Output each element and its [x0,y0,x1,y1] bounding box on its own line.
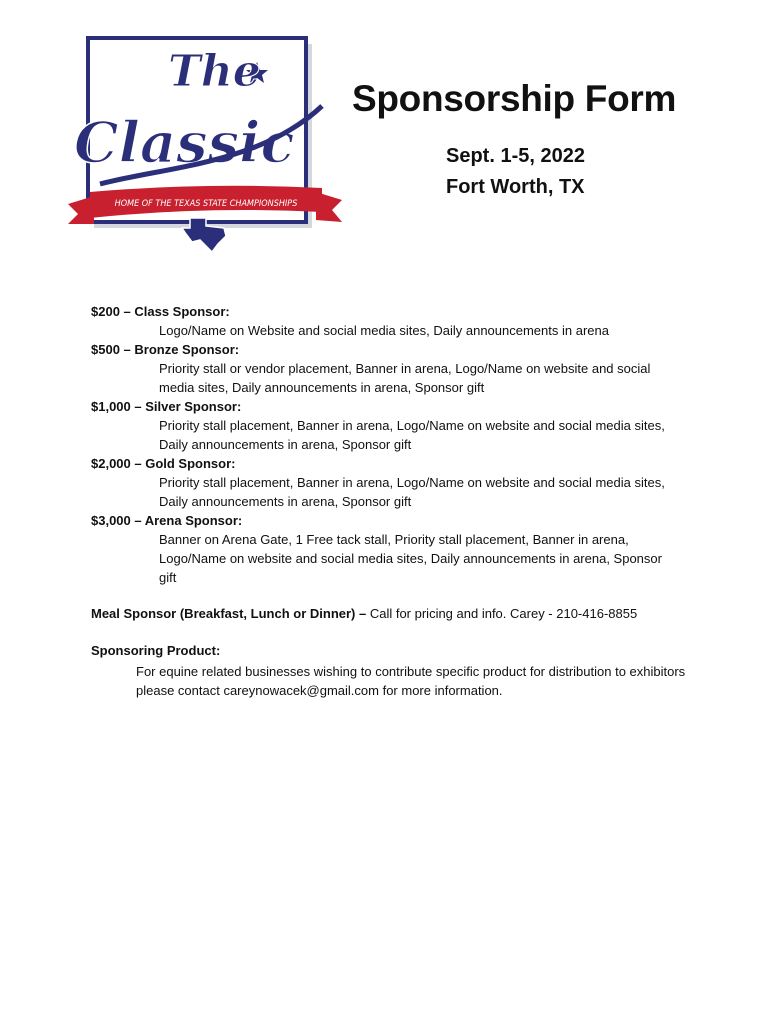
tier-heading: $3,000 – Arena Sponsor: [91,513,243,528]
tier-item [91,511,731,587]
page-title: Sponsorship Form [352,78,677,119]
logo-word-classic: Classic [74,110,295,176]
tier-item [91,302,731,340]
tier-description: Priority stall placement, Banner in arena, Logo/Name on website and social media sites, Daily announcements in arena, Sponsor gift [159,418,665,452]
event-location: Fort Worth, TX [446,176,585,198]
tier-item [91,340,731,397]
tier-heading: $2,000 – Gold Sponsor: [91,456,236,471]
event-date: Sept. 1-5, 2022 [446,145,585,167]
tier-description: Banner on Arena Gate, 1 Free tack stall, Priority stall placement, Banner in arena, Logo/Name on website and social media sites, Daily announcements in arena, Sponsor gift [159,532,662,585]
tier-heading: $200 – Class Sponsor: [91,304,230,319]
tier-item [91,397,731,454]
logo-word-the: The [168,46,261,97]
product-sponsor-text: For equine related businesses wishing to contribute specific product for distribution to exhibitors please contact careynowacek@gmail.com for more information. [136,664,686,698]
meal-sponsor-heading: Meal Sponsor (Breakfast, Lunch or Dinner) – [91,606,367,621]
tier-description: Logo/Name on Website and social media sites, Daily announcements in arena [159,323,609,338]
the-classic-logo [60,14,350,254]
tier-heading: $500 – Bronze Sponsor: [91,342,240,357]
tier-description: Priority stall placement, Banner in arena, Logo/Name on website and social media sites, Daily announcements in arena, Sponsor gift [159,475,665,509]
sponsorship-tiers [91,302,731,587]
product-sponsor-heading: Sponsoring Product: [91,643,221,658]
tier-heading: $1,000 – Silver Sponsor: [91,399,242,414]
tier-item [91,454,731,511]
meal-sponsor-text: Call for pricing and info. Carey - 210-416-8855 [366,606,638,621]
tier-description: Priority stall or vendor placement, Banner in arena, Logo/Name on website and social media sites, Daily announcements in arena, Sponsor gift [159,361,651,395]
logo-banner-text: HOME OF THE TEXAS STATE CHAMPIONSHIPS [114,199,298,209]
meal-sponsor [91,604,637,623]
